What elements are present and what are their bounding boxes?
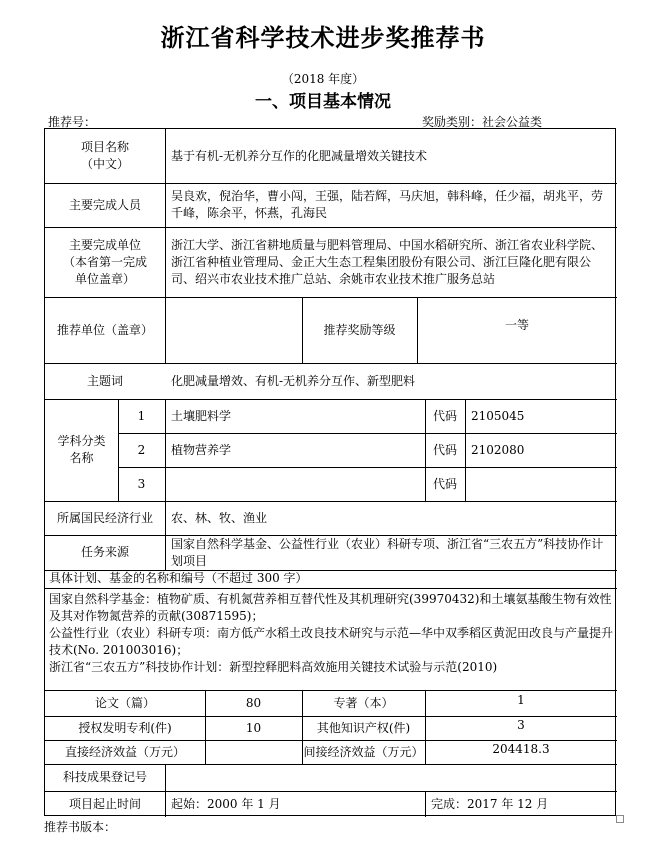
keywords-label: 主题词 — [86, 373, 123, 388]
code-label: 代码 — [432, 442, 457, 457]
checkbox-marker — [616, 815, 624, 823]
papers-label: 论文（篇） — [94, 695, 155, 710]
section-title: 一、项目基本情况 — [255, 92, 391, 112]
discipline-no: 1 — [137, 408, 146, 423]
plan-text: 国家自然科学基金：植物矿质、有机氮营养相互替代性及其机理研究(39970432)和土壤氨基酸生物有效性及其对作物氮营养的贡献(30871595)； 公益性行业（农业）科研专项：南方低产水稻土改良技术研究与示范—华中双季稻区黄泥田改良与产量提升技术(No. 201003016)； 浙江省“三农五方”科技协作计划：新型控释肥料高效施用关键技术试验与示范(2010) — [49, 592, 614, 674]
plan-label: 具体计划、基金的名称和编号（不超过 300 字） — [49, 571, 308, 585]
other-ip-count: 3 — [517, 717, 525, 732]
recommend-unit-label: 推荐单位（盖章） — [56, 322, 153, 337]
discipline-code: 2102080 — [471, 442, 525, 457]
books-count: 1 — [517, 692, 525, 707]
recommend-unit — [165, 297, 302, 363]
discipline-name: 植物营养学 — [171, 442, 232, 457]
patents-count: 10 — [245, 720, 262, 735]
industry-label: 所属国民经济行业 — [56, 510, 153, 525]
main-contributors: 吴良欢，倪治华，曹小闯，王强，陆若辉，马庆旭，韩科峰，任少福，胡兆平，劳千峰，陈余平，怀燕，孔海民 — [171, 189, 604, 220]
direct-benefit-label: 直接经济效益（万元） — [64, 744, 185, 759]
project-name: 基于有机-无机养分互作的化肥减量增效关键技术 — [171, 148, 428, 163]
code-label: 代码 — [432, 408, 457, 423]
discipline-no: 3 — [137, 476, 146, 491]
direct-benefit — [205, 740, 302, 764]
code-label: 代码 — [432, 476, 457, 491]
registration — [165, 764, 617, 791]
award-category: 奖励类别：社会公益类 — [422, 115, 543, 129]
discipline-label: 学科分类 名称 — [57, 434, 106, 465]
recommend-level: 一等 — [504, 317, 529, 332]
document-title: 浙江省科学技术进步奖推荐书 — [160, 23, 486, 52]
industry: 农、林、牧、渔业 — [171, 510, 268, 525]
discipline-code: 2105045 — [471, 408, 525, 423]
task-source: 国家自然科学基金、公益性行业（农业）科研专项、浙江省“三农五方”科技协作计划项目 — [171, 536, 604, 568]
registration-label: 科技成果登记号 — [62, 770, 147, 784]
task-source-label: 任务来源 — [80, 545, 129, 559]
discipline-code — [465, 467, 617, 501]
discipline-name — [165, 467, 425, 501]
version-label: 推荐书版本： — [44, 820, 117, 834]
info-table — [44, 128, 616, 816]
papers-count: 80 — [245, 695, 262, 710]
period-end: 完成：2017 年 12 月 — [431, 796, 549, 811]
period-start: 起始：2000 年 1 月 — [171, 796, 281, 811]
year-label: （2018 年度） — [281, 72, 365, 86]
other-ip-label: 其他知识产权(件) — [316, 720, 411, 735]
patents-label: 授权发明专利(件) — [78, 720, 172, 735]
main-units-label: 主要完成单位 （本省第一完成 单位盖章） — [62, 237, 147, 286]
keywords: 化肥减量增效、有机-无机养分互作、新型肥料 — [171, 373, 416, 388]
recommend-no-label: 推荐号： — [48, 115, 97, 129]
main-units: 浙江大学、浙江省耕地质量与肥料管理局、中国水稻研究所、浙江省农业科学院、浙江省种植业管理局、金正大生态工程集团股份有限公司、浙江巨隆化肥有限公司、绍兴市农业技术推广总站、余姚市农业技术推广服务总站 — [171, 237, 604, 286]
indirect-benefit: 204418.3 — [492, 741, 550, 756]
indirect-benefit-label: 间接经济效益（万元） — [303, 744, 424, 759]
project-name-label: 项目名称 （中文） — [80, 140, 129, 171]
period-label: 项目起止时间 — [68, 796, 141, 811]
discipline-name: 土壤肥料学 — [171, 408, 232, 423]
main-contributors-label: 主要完成人员 — [68, 197, 141, 212]
books-label: 专著（本） — [333, 695, 394, 710]
recommend-level-label: 推荐奖励等级 — [323, 322, 396, 337]
discipline-no: 2 — [137, 442, 146, 457]
